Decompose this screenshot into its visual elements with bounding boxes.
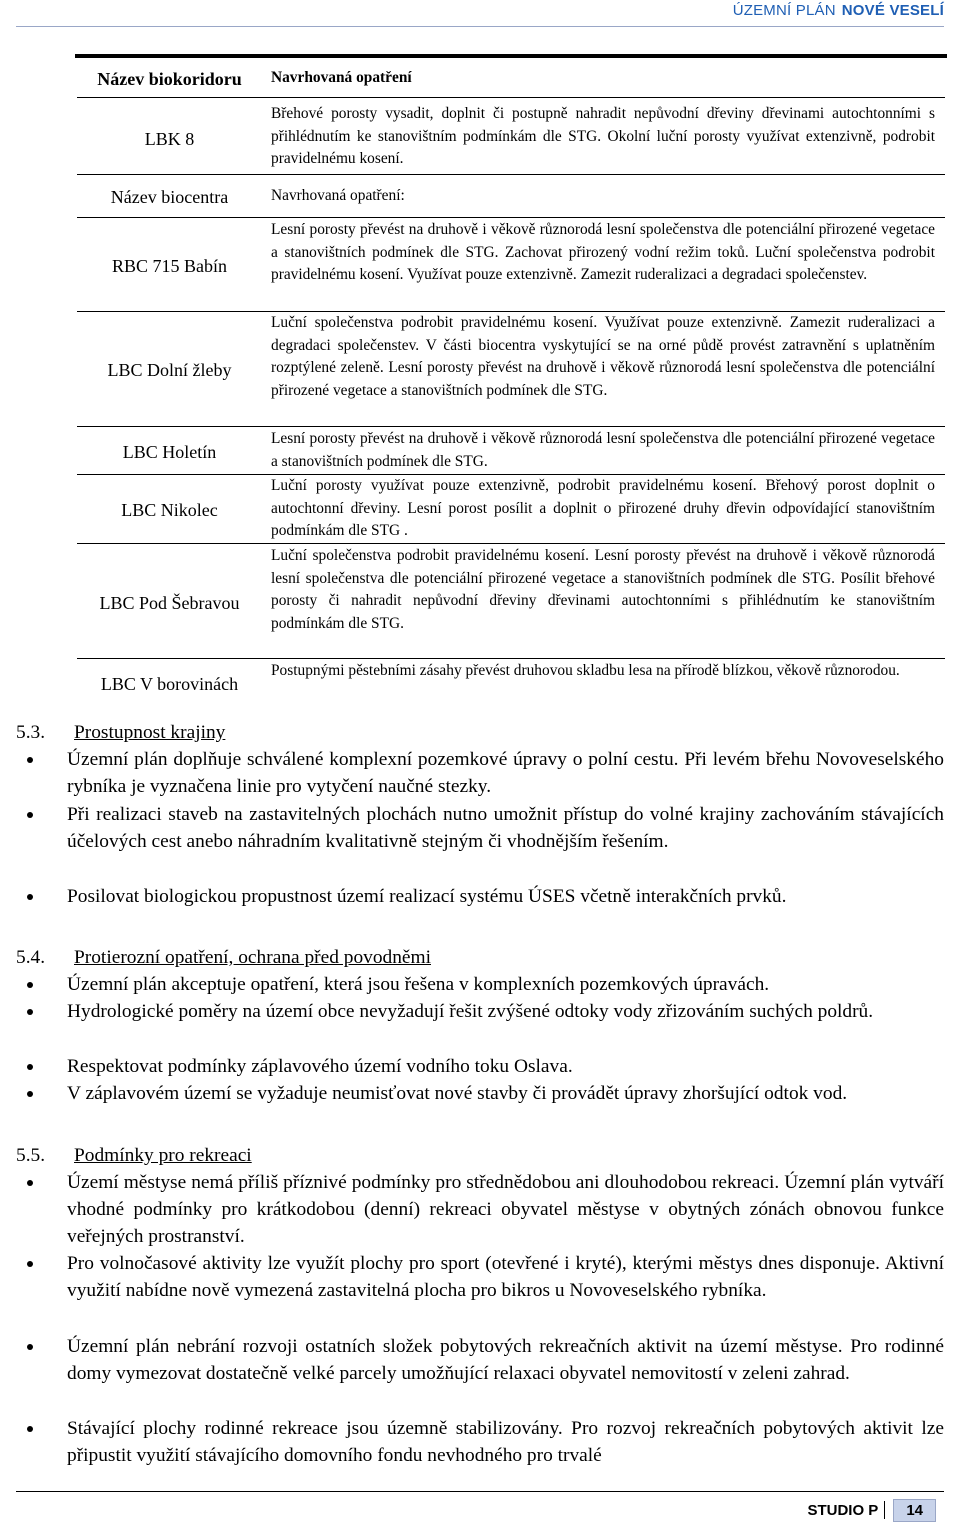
section-title: Protierozní opatření, ochrana před povodněmi — [74, 947, 431, 968]
section-heading — [16, 944, 431, 971]
footer-divider — [16, 1491, 944, 1492]
row-text-v-borovinach: Postupnými pěstebními zásahy převést druhovou skladbu lesa na přírodě blízkou, věkově různorodou. — [271, 662, 900, 679]
row-name-dolni-zleby: LBC Dolní žleby — [107, 360, 232, 380]
col-header-measures: Navrhovaná opatření — [271, 69, 412, 86]
header-town-label: NOVÉ VESELÍ — [841, 2, 944, 19]
row-name-v-borovinach: LBC V borovinách — [100, 674, 239, 694]
row-name-holetin: LBC Holetín — [122, 442, 217, 462]
section-number: 5.3. — [16, 722, 46, 743]
list-item: Posilovat biologickou propustnost území realizací systému ÚSES včetně interakčních prvků. — [24, 883, 944, 910]
table-row-divider — [77, 658, 945, 659]
bullet-icon — [27, 894, 33, 900]
row-text-nikolec: Luční porosty využívat pouze extenzivně, podrobit pravidelnému kosení. Břehový porost doplnit o autochtonní dřeviny. Lesní porost posílit a doplnit o přirozené druhy dřevin odpovídající stanovištním podmínkám dle STG . — [271, 477, 935, 539]
row-name-nikolec: LBC Nikolec — [121, 500, 218, 520]
table-row-divider — [77, 174, 945, 175]
list-item: Respektovat podmínky záplavového území vodního toku Oslava. — [24, 1053, 944, 1080]
list-item: Území městyse nemá příliš příznivé podmínky pro střednědobou ani dlouhodobou rekreaci. Územní plán vytváří vhodné podmínky pro krátkodobou (denní) rekreaci obyvatel městyse v obytných zónách obnovou funkce veřejných prostranství. — [24, 1169, 944, 1250]
section-number: 5.4. — [16, 947, 46, 968]
list-item: Územní plán doplňuje schválené komplexní pozemkové úpravy o polní cestu. Při levém břehu Novoveselského rybníka je vyznačena linie pro vytyčení naučné stezky. — [24, 746, 944, 800]
row-text-rbc715: Lesní porosty převést na druhově i věkově různorodá lesní společenstva dle potenciální přirozené vegetace a stanovištních podmínek dle STG. Zachovat přirozený vodní režim toků. Luční společenstva podrobit pravidelnému kosení. Využívat pouze extenzivně. Zamezit ruderalizaci a degradaci společenstev. — [271, 221, 935, 283]
row-text-lbk8: Břehové porosty vysadit, doplnit či postupně nahradit nepůvodní dřeviny dřevinami autochtonními s přihlédnutím ke stanovištním podmínkám dle STG. Okolní luční porosty využívat extenzivně, podrobit pravidelnému kosení. — [271, 105, 935, 167]
row-name-pod-sebravou: LBC Pod Šebravou — [99, 593, 240, 613]
studio-label: STUDIO P — [807, 1501, 879, 1519]
row-text-holetin: Lesní porosty převést na druhově i věkově různorodá lesní společenstva dle potenciální přirozené vegetace a stanovištních podmínek dle STG. — [271, 430, 935, 470]
row-text-dolni-zleby: Luční společenstva podrobit pravidelnému kosení. Využívat pouze extenzivně. Zamezit ruderalizaci a degradaci společenstev. V části biocentra vyskytující se na orné půdě provést zatravnění s uplatněním rozptýlené zeleně. Lesní porosty převést na druhově i věkově různorodá lesní společenstva dle potenciální přirozené vegetace a stanovištních podmínek dle STG. — [271, 314, 935, 399]
bullet-icon — [27, 757, 33, 763]
row-text-pod-sebravou: Luční společenstva podrobit pravidelnému kosení. Lesní porosty převést na druhově i věkově různorodá lesní společenstva dle potenciální přirozené vegetace a stanovištních podmínek dle STG. Posílit břehové porosty či nahradit nepůvodní dřeviny dřevinami autochtonními s přihlédnutím ke stanovištním podmínkám dle STG. — [271, 547, 935, 632]
table-row-divider — [77, 97, 945, 98]
section-heading — [16, 719, 225, 746]
section-title: Prostupnost krajiny — [74, 722, 226, 743]
list-item: Pro volnočasové aktivity lze využít plochy pro sport (otevřené i kryté), kterými městys dnes disponuje. Aktivní využití nabídne nově vymezená zastavitelná plocha pro bikros u Novoveselského rybníka. — [24, 1250, 944, 1304]
col-header-biocentre: Název biocentra — [110, 187, 229, 207]
bullet-icon — [27, 1091, 33, 1097]
list-item: Územní plán akceptuje opatření, která jsou řešena v komplexních pozemkových úpravách. — [24, 971, 944, 998]
bullet-icon — [27, 982, 33, 988]
header-plan-label: ÚZEMNÍ PLÁN — [732, 2, 836, 19]
list-item: Hydrologické poměry na území obce nevyžadují řešit zvýšené odtoky vody zřizováním suchých poldrů. — [24, 998, 944, 1025]
section-number: 5.5. — [16, 1145, 46, 1166]
bullet-icon — [27, 1261, 33, 1267]
table-row-divider — [77, 426, 945, 427]
table-row-divider — [77, 543, 945, 544]
row-name-rbc715: RBC 715 Babín — [111, 256, 227, 276]
section-heading — [16, 1142, 252, 1169]
section-title: Podmínky pro rekreaci — [74, 1145, 252, 1166]
bullet-icon — [27, 1426, 33, 1432]
table-row-divider — [77, 217, 945, 218]
page-header — [733, 2, 944, 19]
subheader-measures: Navrhovaná opatření: — [271, 187, 405, 204]
bullet-icon — [27, 1344, 33, 1350]
list-item: Stávající plochy rodinné rekreace jsou územně stabilizovány. Pro rozvoj rekreačních pobytových aktivit lze připustit využití stávajícího domovního fondu nevhodného pro trvalé — [24, 1415, 944, 1469]
bullet-icon — [27, 812, 33, 818]
bullet-icon — [27, 1180, 33, 1186]
page-footer — [807, 1498, 936, 1522]
header-divider — [16, 26, 944, 27]
list-item: Při realizaci staveb na zastavitelných plochách nutno umožnit přístup do volné krajiny zachováním stávajících účelových cest anebo náhradním kvalitativně stejným či vhodnějším řešením. — [24, 801, 944, 855]
page-number: 14 — [893, 1499, 936, 1522]
footer-separator — [884, 1501, 885, 1519]
bullet-icon — [27, 1064, 33, 1070]
biocorridor-table — [75, 54, 947, 694]
list-item: V záplavovém území se vyžaduje neumisťovat nové stavby či provádět úpravy zhoršující odtok vod. — [24, 1080, 944, 1107]
row-name-lbk8: LBK 8 — [144, 129, 195, 149]
list-item: Územní plán nebrání rozvoji ostatních složek pobytových rekreačních aktivit na území městyse. Pro rodinné domy vymezovat dostatečně velké parcely umožňující relaxaci obyvatel nemovitostí v zeleni zahrad. — [24, 1333, 944, 1387]
col-header-biocorridor: Název biokoridoru — [97, 69, 242, 89]
bullet-icon — [27, 1009, 33, 1015]
